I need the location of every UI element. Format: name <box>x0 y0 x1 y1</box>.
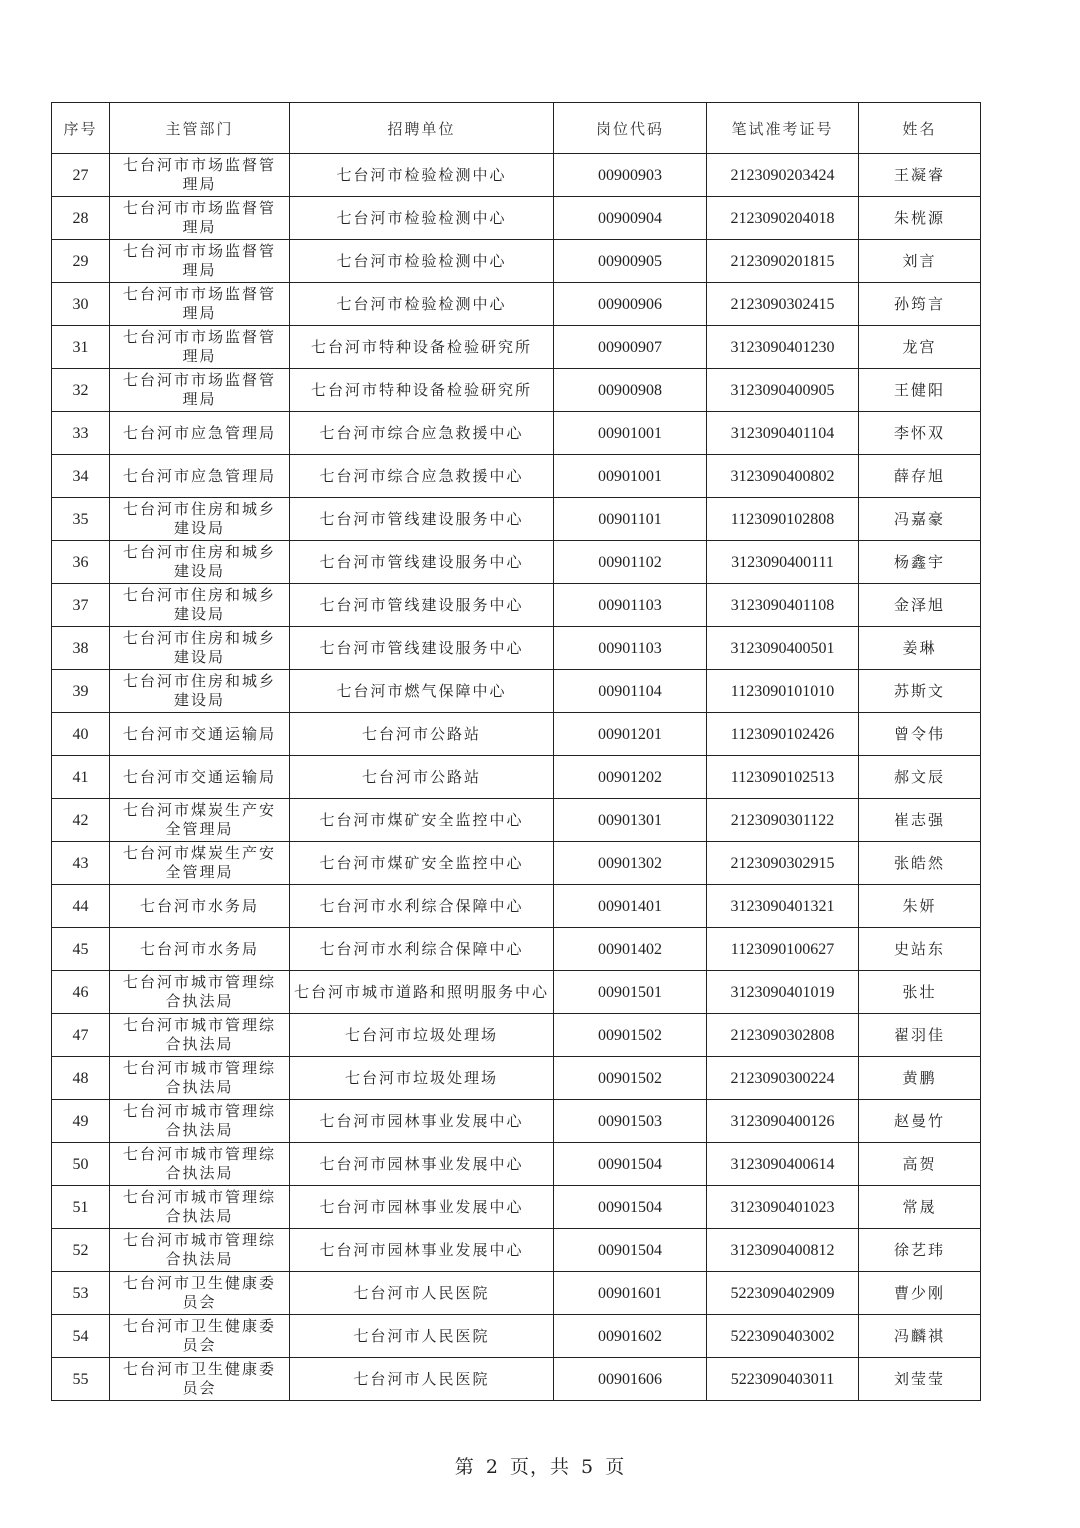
cell-department: 七台河市住房和城乡建设局 <box>110 541 290 584</box>
cell-department: 七台河市市场监督管理局 <box>110 326 290 369</box>
cell-serial: 47 <box>52 1014 110 1057</box>
recruitment-table <box>51 102 981 1401</box>
cell-department: 七台河市城市管理综合执法局 <box>110 1229 290 1272</box>
cell-exam-ticket: 3123090400614 <box>707 1143 859 1186</box>
cell-employer: 七台河市园林事业发展中心 <box>290 1229 554 1272</box>
cell-exam-ticket: 1123090100627 <box>707 928 859 971</box>
cell-employer: 七台河市煤矿安全监控中心 <box>290 842 554 885</box>
cell-employer: 七台河市人民医院 <box>290 1272 554 1315</box>
table-row <box>52 713 981 756</box>
cell-serial: 49 <box>52 1100 110 1143</box>
cell-position-code: 00901606 <box>554 1358 707 1401</box>
cell-serial: 50 <box>52 1143 110 1186</box>
cell-employer: 七台河市公路站 <box>290 756 554 799</box>
cell-position-code: 00901301 <box>554 799 707 842</box>
cell-position-code: 00900905 <box>554 240 707 283</box>
cell-position-code: 00901503 <box>554 1100 707 1143</box>
cell-position-code: 00901103 <box>554 584 707 627</box>
table-row <box>52 1272 981 1315</box>
cell-position-code: 00901502 <box>554 1057 707 1100</box>
cell-name: 刘言 <box>859 240 981 283</box>
table-row <box>52 412 981 455</box>
cell-name: 王凝睿 <box>859 154 981 197</box>
cell-employer: 七台河市园林事业发展中心 <box>290 1186 554 1229</box>
table-row <box>52 1143 981 1186</box>
cell-position-code: 00901401 <box>554 885 707 928</box>
cell-department: 七台河市住房和城乡建设局 <box>110 627 290 670</box>
cell-serial: 44 <box>52 885 110 928</box>
cell-employer: 七台河市管线建设服务中心 <box>290 627 554 670</box>
cell-department: 七台河市卫生健康委员会 <box>110 1358 290 1401</box>
cell-position-code: 00900904 <box>554 197 707 240</box>
cell-position-code: 00901504 <box>554 1186 707 1229</box>
header-employer: 招聘单位 <box>290 103 554 154</box>
cell-name: 王健阳 <box>859 369 981 412</box>
cell-serial: 52 <box>52 1229 110 1272</box>
cell-serial: 27 <box>52 154 110 197</box>
header-exam-ticket: 笔试准考证号 <box>707 103 859 154</box>
table-row <box>52 885 981 928</box>
cell-serial: 46 <box>52 971 110 1014</box>
cell-position-code: 00901402 <box>554 928 707 971</box>
table-row <box>52 240 981 283</box>
cell-serial: 33 <box>52 412 110 455</box>
cell-department: 七台河市市场监督管理局 <box>110 197 290 240</box>
cell-name: 金泽旭 <box>859 584 981 627</box>
cell-exam-ticket: 3123090400501 <box>707 627 859 670</box>
cell-name: 崔志强 <box>859 799 981 842</box>
table-row <box>52 1229 981 1272</box>
cell-name: 黄鹏 <box>859 1057 981 1100</box>
cell-position-code: 00901103 <box>554 627 707 670</box>
cell-position-code: 00901101 <box>554 498 707 541</box>
cell-serial: 53 <box>52 1272 110 1315</box>
table-row <box>52 197 981 240</box>
cell-serial: 43 <box>52 842 110 885</box>
table-row <box>52 1315 981 1358</box>
cell-employer: 七台河市综合应急救援中心 <box>290 412 554 455</box>
cell-serial: 29 <box>52 240 110 283</box>
table-row <box>52 928 981 971</box>
cell-exam-ticket: 2123090201815 <box>707 240 859 283</box>
cell-exam-ticket: 2123090203424 <box>707 154 859 197</box>
table-body <box>52 154 981 1401</box>
footer-total-pages: 5 <box>581 1456 595 1478</box>
cell-exam-ticket: 2123090204018 <box>707 197 859 240</box>
cell-position-code: 00901104 <box>554 670 707 713</box>
cell-serial: 39 <box>52 670 110 713</box>
cell-position-code: 00901202 <box>554 756 707 799</box>
cell-name: 孙筠言 <box>859 283 981 326</box>
cell-serial: 35 <box>52 498 110 541</box>
cell-name: 曾令伟 <box>859 713 981 756</box>
table-header-row <box>52 103 981 154</box>
cell-department: 七台河市城市管理综合执法局 <box>110 1186 290 1229</box>
cell-department: 七台河市水务局 <box>110 928 290 971</box>
cell-name: 刘莹莹 <box>859 1358 981 1401</box>
cell-department: 七台河市水务局 <box>110 885 290 928</box>
cell-exam-ticket: 3123090401230 <box>707 326 859 369</box>
cell-position-code: 00900906 <box>554 283 707 326</box>
cell-exam-ticket: 3123090401019 <box>707 971 859 1014</box>
cell-serial: 28 <box>52 197 110 240</box>
cell-employer: 七台河市园林事业发展中心 <box>290 1100 554 1143</box>
cell-employer: 七台河市垃圾处理场 <box>290 1057 554 1100</box>
cell-employer: 七台河市综合应急救援中心 <box>290 455 554 498</box>
table-row <box>52 1057 981 1100</box>
cell-employer: 七台河市水利综合保障中心 <box>290 885 554 928</box>
cell-serial: 37 <box>52 584 110 627</box>
header-serial: 序号 <box>52 103 110 154</box>
cell-employer: 七台河市检验检测中心 <box>290 154 554 197</box>
cell-exam-ticket: 3123090400905 <box>707 369 859 412</box>
cell-name: 李怀双 <box>859 412 981 455</box>
footer-suffix: 页 <box>605 1456 626 1478</box>
cell-department: 七台河市市场监督管理局 <box>110 369 290 412</box>
cell-employer: 七台河市水利综合保障中心 <box>290 928 554 971</box>
cell-department: 七台河市城市管理综合执法局 <box>110 1057 290 1100</box>
cell-name: 薛存旭 <box>859 455 981 498</box>
table-row <box>52 756 981 799</box>
cell-exam-ticket: 5223090403011 <box>707 1358 859 1401</box>
cell-serial: 48 <box>52 1057 110 1100</box>
cell-department: 七台河市煤炭生产安全管理局 <box>110 842 290 885</box>
cell-position-code: 00901502 <box>554 1014 707 1057</box>
cell-name: 曹少刚 <box>859 1272 981 1315</box>
cell-employer: 七台河市城市道路和照明服务中心 <box>290 971 554 1014</box>
cell-exam-ticket: 2123090302915 <box>707 842 859 885</box>
table-row <box>52 799 981 842</box>
cell-serial: 45 <box>52 928 110 971</box>
cell-department: 七台河市交通运输局 <box>110 713 290 756</box>
cell-position-code: 00901102 <box>554 541 707 584</box>
cell-employer: 七台河市检验检测中心 <box>290 240 554 283</box>
page-footer <box>0 1452 1080 1479</box>
table-row <box>52 326 981 369</box>
cell-name: 冯嘉豪 <box>859 498 981 541</box>
table-row <box>52 455 981 498</box>
cell-serial: 51 <box>52 1186 110 1229</box>
cell-exam-ticket: 2123090302415 <box>707 283 859 326</box>
cell-employer: 七台河市检验检测中心 <box>290 197 554 240</box>
header-name: 姓名 <box>859 103 981 154</box>
header-position-code: 岗位代码 <box>554 103 707 154</box>
cell-serial: 32 <box>52 369 110 412</box>
cell-name: 姜琳 <box>859 627 981 670</box>
cell-employer: 七台河市特种设备检验研究所 <box>290 369 554 412</box>
cell-name: 高贺 <box>859 1143 981 1186</box>
cell-name: 赵曼竹 <box>859 1100 981 1143</box>
cell-department: 七台河市应急管理局 <box>110 455 290 498</box>
cell-employer: 七台河市管线建设服务中心 <box>290 498 554 541</box>
cell-serial: 40 <box>52 713 110 756</box>
cell-name: 郝文辰 <box>859 756 981 799</box>
cell-exam-ticket: 2123090300224 <box>707 1057 859 1100</box>
cell-employer: 七台河市垃圾处理场 <box>290 1014 554 1057</box>
cell-department: 七台河市城市管理综合执法局 <box>110 971 290 1014</box>
cell-employer: 七台河市管线建设服务中心 <box>290 584 554 627</box>
cell-name: 张壮 <box>859 971 981 1014</box>
cell-exam-ticket: 3123090400126 <box>707 1100 859 1143</box>
table-row <box>52 498 981 541</box>
footer-current-page: 2 <box>485 1456 499 1478</box>
cell-position-code: 00900907 <box>554 326 707 369</box>
header-department: 主管部门 <box>110 103 290 154</box>
cell-name: 张皓然 <box>859 842 981 885</box>
cell-name: 史站东 <box>859 928 981 971</box>
cell-department: 七台河市煤炭生产安全管理局 <box>110 799 290 842</box>
table-row <box>52 283 981 326</box>
table-row <box>52 1186 981 1229</box>
table-row <box>52 842 981 885</box>
cell-employer: 七台河市特种设备检验研究所 <box>290 326 554 369</box>
cell-exam-ticket: 3123090401321 <box>707 885 859 928</box>
cell-department: 七台河市住房和城乡建设局 <box>110 584 290 627</box>
cell-exam-ticket: 5223090403002 <box>707 1315 859 1358</box>
cell-employer: 七台河市燃气保障中心 <box>290 670 554 713</box>
cell-name: 翟羽佳 <box>859 1014 981 1057</box>
cell-department: 七台河市市场监督管理局 <box>110 154 290 197</box>
cell-exam-ticket: 1123090101010 <box>707 670 859 713</box>
cell-position-code: 00901201 <box>554 713 707 756</box>
cell-exam-ticket: 3123090400802 <box>707 455 859 498</box>
cell-serial: 54 <box>52 1315 110 1358</box>
table-row <box>52 627 981 670</box>
cell-serial: 55 <box>52 1358 110 1401</box>
cell-employer: 七台河市人民医院 <box>290 1315 554 1358</box>
cell-name: 朱妍 <box>859 885 981 928</box>
cell-exam-ticket: 2123090301122 <box>707 799 859 842</box>
cell-serial: 30 <box>52 283 110 326</box>
cell-department: 七台河市交通运输局 <box>110 756 290 799</box>
cell-name: 常晟 <box>859 1186 981 1229</box>
cell-serial: 34 <box>52 455 110 498</box>
table-row <box>52 670 981 713</box>
cell-department: 七台河市城市管理综合执法局 <box>110 1014 290 1057</box>
cell-exam-ticket: 3123090401023 <box>707 1186 859 1229</box>
cell-position-code: 00901601 <box>554 1272 707 1315</box>
cell-position-code: 00901504 <box>554 1143 707 1186</box>
cell-employer: 七台河市园林事业发展中心 <box>290 1143 554 1186</box>
cell-position-code: 00901501 <box>554 971 707 1014</box>
table-row <box>52 584 981 627</box>
cell-position-code: 00901001 <box>554 455 707 498</box>
cell-employer: 七台河市煤矿安全监控中心 <box>290 799 554 842</box>
cell-employer: 七台河市人民医院 <box>290 1358 554 1401</box>
cell-department: 七台河市应急管理局 <box>110 412 290 455</box>
cell-exam-ticket: 1123090102808 <box>707 498 859 541</box>
cell-employer: 七台河市管线建设服务中心 <box>290 541 554 584</box>
cell-exam-ticket: 3123090400111 <box>707 541 859 584</box>
table-row <box>52 1100 981 1143</box>
cell-name: 徐艺玮 <box>859 1229 981 1272</box>
cell-serial: 31 <box>52 326 110 369</box>
cell-serial: 38 <box>52 627 110 670</box>
cell-serial: 41 <box>52 756 110 799</box>
cell-position-code: 00901504 <box>554 1229 707 1272</box>
cell-position-code: 00900903 <box>554 154 707 197</box>
cell-name: 朱桄源 <box>859 197 981 240</box>
cell-position-code: 00901001 <box>554 412 707 455</box>
cell-department: 七台河市城市管理综合执法局 <box>110 1100 290 1143</box>
cell-position-code: 00901302 <box>554 842 707 885</box>
table-row <box>52 1014 981 1057</box>
cell-department: 七台河市市场监督管理局 <box>110 283 290 326</box>
cell-name: 苏斯文 <box>859 670 981 713</box>
cell-department: 七台河市市场监督管理局 <box>110 240 290 283</box>
table-row <box>52 541 981 584</box>
cell-exam-ticket: 3123090400812 <box>707 1229 859 1272</box>
cell-department: 七台河市住房和城乡建设局 <box>110 498 290 541</box>
cell-employer: 七台河市检验检测中心 <box>290 283 554 326</box>
cell-department: 七台河市住房和城乡建设局 <box>110 670 290 713</box>
cell-position-code: 00901602 <box>554 1315 707 1358</box>
cell-exam-ticket: 5223090402909 <box>707 1272 859 1315</box>
table-row <box>52 154 981 197</box>
cell-position-code: 00900908 <box>554 369 707 412</box>
cell-serial: 42 <box>52 799 110 842</box>
table-row <box>52 369 981 412</box>
cell-department: 七台河市卫生健康委员会 <box>110 1272 290 1315</box>
table-row <box>52 1358 981 1401</box>
cell-name: 杨鑫宇 <box>859 541 981 584</box>
cell-employer: 七台河市公路站 <box>290 713 554 756</box>
cell-exam-ticket: 1123090102426 <box>707 713 859 756</box>
footer-prefix: 第 <box>454 1456 475 1478</box>
cell-exam-ticket: 3123090401108 <box>707 584 859 627</box>
cell-name: 冯麟祺 <box>859 1315 981 1358</box>
cell-exam-ticket: 2123090302808 <box>707 1014 859 1057</box>
cell-name: 龙宫 <box>859 326 981 369</box>
footer-middle: 页，共 <box>509 1456 570 1478</box>
cell-exam-ticket: 3123090401104 <box>707 412 859 455</box>
table-row <box>52 971 981 1014</box>
cell-department: 七台河市城市管理综合执法局 <box>110 1143 290 1186</box>
cell-serial: 36 <box>52 541 110 584</box>
cell-exam-ticket: 1123090102513 <box>707 756 859 799</box>
cell-department: 七台河市卫生健康委员会 <box>110 1315 290 1358</box>
